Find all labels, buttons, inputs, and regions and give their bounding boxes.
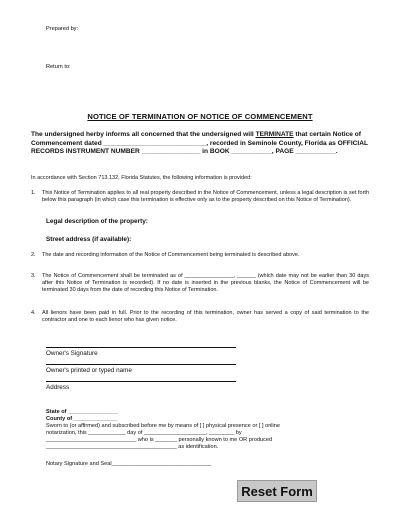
owner-signature-line[interactable] [46, 347, 236, 348]
item-text: The date and recording information of the Notice of Commencement being terminated is described above. [42, 252, 300, 258]
notary-line-2: notarization, this ____________ day of ____________________, ________ by [46, 430, 242, 436]
item-4 [31, 310, 369, 324]
item-text: All lienors have been paid in full. Prior to the recording of this termination, owner has served a copy of said termination to the contractor and one to each lienor who has given notice. [42, 310, 369, 324]
notary-line-4: __________________________________________ as identification. [46, 444, 219, 450]
legal-description-label: Legal description of the property: [46, 218, 148, 225]
intro-text-3: ________________ in BOOK ___________, PAGE ___________. [139, 148, 338, 156]
item-3 [31, 273, 369, 294]
item-number: 4. [31, 310, 36, 316]
official-records-label: OFFICIAL RECORDS INSTRUMENT NUMBER [31, 139, 368, 156]
address-line[interactable] [46, 381, 236, 382]
return-to-label: Return to: [46, 64, 71, 70]
reset-form-button[interactable]: Reset Form [237, 480, 317, 502]
notary-line-3: _____________________________ who is _______ personally known to me OR produced [46, 437, 273, 443]
prepared-by-label: Prepared by: [46, 26, 79, 32]
document-title: NOTICE OF TERMINATION OF NOTICE OF COMMENCEMENT [87, 112, 313, 121]
owner-signature-label: Owner's Signature [46, 350, 98, 357]
notary-signature-seal[interactable]: Notary Signature and Seal________________________________ [46, 461, 212, 467]
item-number: 1. [31, 190, 36, 196]
item-number: 3. [31, 273, 36, 279]
intro-paragraph [31, 131, 369, 157]
item-number: 2. [31, 252, 36, 258]
item-2 [31, 252, 369, 259]
terminate-word: TERMINATE [255, 131, 294, 138]
item-text: The Notice of Commencement shall be terminated as of ________________, ______ (which date may not be earlier than 30 days after this Notice of Termination is recorded). If no date is inserted in the previous blanks, the Notice of Commencement will be terminated 30 days from the date of recording this Notice of Termination. [42, 273, 369, 294]
state-field[interactable]: State of ________________ [46, 409, 118, 415]
owner-name-label: Owner's printed or typed name [46, 367, 132, 374]
address-label: Address [46, 384, 70, 391]
item-text: This Notice of Termination applies to all real property described in the Notice of Commencement, unless a legal description is set forth below this paragraph (in which case this termination is effective only as to the property described on this Notice of Termination). [42, 190, 369, 204]
item-1 [31, 190, 369, 204]
street-address-label: Street address (if available): [46, 236, 132, 243]
notary-line-1: Sworn to (or affirmed) and subscribed before me by means of [ ] physical presence or [ ] online [46, 423, 281, 429]
county-field[interactable]: County of ______________ [46, 416, 118, 422]
intro-text-2: that certain Notice of Commencement dated ____________________________, recorded in Seminole County, Florida as [31, 131, 361, 147]
owner-name-line[interactable] [46, 364, 236, 365]
intro-text-1: The undersigned herby informs all concerned that the undersigned will [31, 131, 256, 138]
statute-line: In accordance with Section 713.132, Florida Statutes, the following information is provided: [31, 175, 252, 181]
